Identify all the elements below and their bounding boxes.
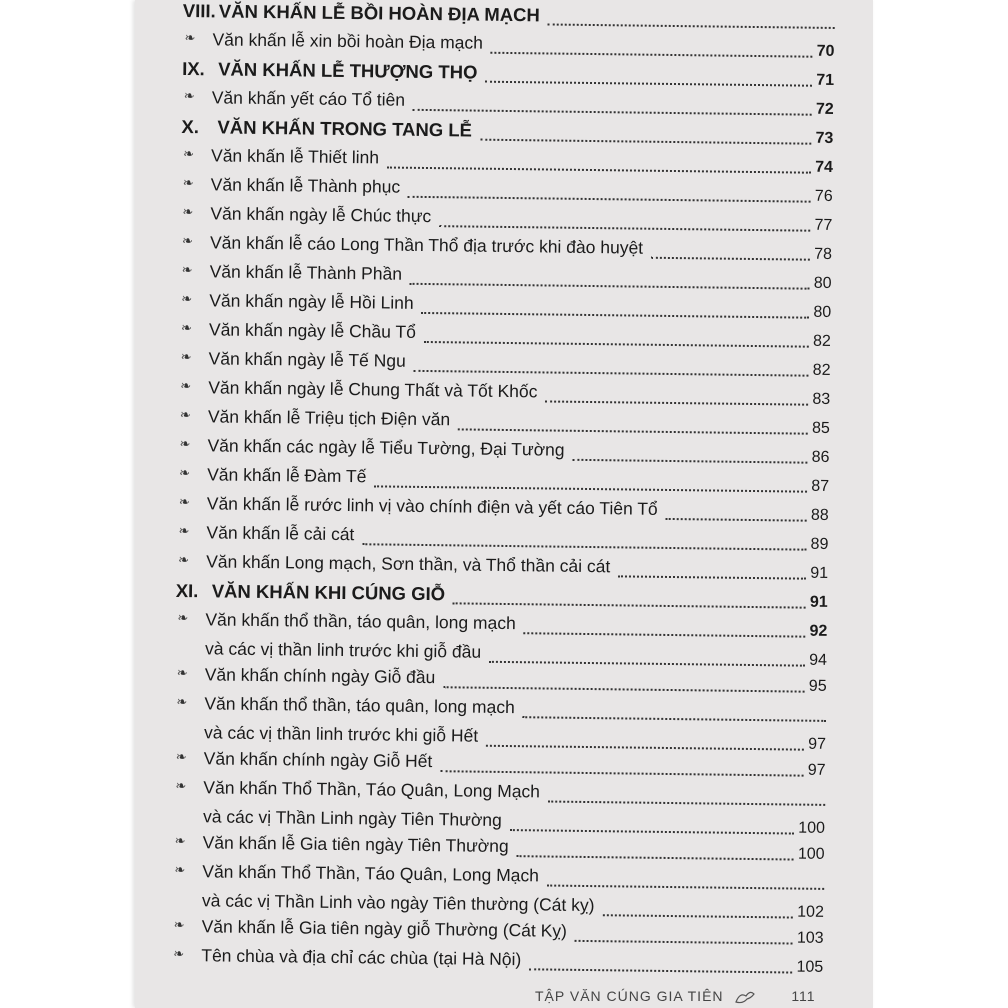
leaf-bullet-icon: ❧ bbox=[182, 204, 194, 220]
page-ref: 105 bbox=[796, 958, 824, 976]
dot-leader bbox=[548, 797, 825, 806]
section-roman-numeral: X. bbox=[181, 115, 200, 138]
dragon-logo-icon bbox=[734, 988, 756, 1006]
entry-title: Văn khấn lễ Thiết linh bbox=[210, 145, 380, 168]
dot-leader bbox=[413, 105, 812, 116]
entry-title: Văn khấn ngày lễ Chầu Tổ bbox=[208, 319, 417, 342]
page-ref: 82 bbox=[812, 332, 831, 350]
leaf-bullet-icon: ❧ bbox=[178, 493, 190, 510]
dot-leader bbox=[408, 192, 811, 203]
dot-leader bbox=[547, 881, 824, 890]
page-ref: 91 bbox=[810, 564, 829, 582]
leaf-bullet-icon: ❧ bbox=[184, 30, 196, 46]
dot-leader bbox=[362, 539, 806, 550]
page-ref: 103 bbox=[796, 929, 824, 947]
page-ref: 80 bbox=[813, 303, 832, 321]
page-ref: 74 bbox=[815, 158, 834, 176]
entry-title: Văn khấn yết cáo Tổ tiên bbox=[211, 87, 406, 110]
dot-leader bbox=[374, 481, 807, 492]
leaf-bullet-icon: ❧ bbox=[178, 522, 190, 539]
entry-title: và các vị thần linh trước khi giỗ đầu bbox=[204, 638, 482, 662]
leaf-bullet-icon: ❧ bbox=[181, 233, 194, 249]
page-ref: 85 bbox=[811, 419, 830, 437]
dot-leader bbox=[489, 657, 805, 667]
footer-title: TẬP VĂN CÚNG GIA TIÊN bbox=[535, 988, 724, 1004]
entry-title: Văn khấn lễ Triệu tịch Điện văn bbox=[207, 406, 451, 430]
entry-title: Văn khấn ngày lễ Chúc thực bbox=[210, 203, 432, 227]
entry-title: Văn khấn lễ rước linh vị vào chính điện và yết cáo Tiên Tổ bbox=[206, 493, 658, 519]
dot-leader bbox=[490, 48, 812, 58]
entry-title: và các vị Thần Linh ngày Tiên Thường bbox=[202, 806, 502, 830]
page-ref: 91 bbox=[809, 593, 828, 611]
leaf-bullet-icon: ❧ bbox=[173, 916, 185, 933]
page-ref: 97 bbox=[808, 735, 827, 753]
page-ref: 72 bbox=[815, 100, 834, 118]
leaf-bullet-icon: ❧ bbox=[179, 464, 191, 481]
leaf-bullet-icon: ❧ bbox=[176, 664, 188, 681]
page-ref: 80 bbox=[813, 274, 832, 292]
entry-title: Văn khấn Long mạch, Sơn thần, và Thổ thần cải cát bbox=[206, 551, 611, 577]
entry-title: Tên chùa và địa chỉ các chùa (tại Hà Nội) bbox=[201, 945, 522, 970]
dot-leader bbox=[651, 253, 810, 261]
entry-title: Văn khấn lễ Đàm Tế bbox=[207, 464, 367, 487]
page-ref: 77 bbox=[814, 216, 833, 234]
page-footer bbox=[535, 988, 816, 1006]
leaf-bullet-icon: ❧ bbox=[175, 777, 187, 794]
page-ref: 78 bbox=[814, 245, 833, 263]
dot-leader bbox=[387, 163, 811, 174]
entry-title: Văn khấn chính ngày Giỗ Hết bbox=[203, 748, 433, 772]
page-ref: 88 bbox=[810, 506, 829, 524]
entry-title: Văn khấn lễ Thành Phần bbox=[209, 261, 403, 284]
leaf-bullet-icon: ❧ bbox=[182, 175, 194, 191]
dot-leader bbox=[575, 936, 793, 945]
entry-title: Văn khấn thổ thần, táo quân, long mạch bbox=[205, 609, 516, 634]
entry-title: và các vị thần linh trước khi giỗ Hết bbox=[203, 722, 479, 746]
leaf-bullet-icon: ❧ bbox=[181, 291, 193, 307]
dot-leader bbox=[410, 279, 810, 290]
page-ref: 100 bbox=[798, 819, 826, 837]
page-ref: 70 bbox=[816, 42, 835, 60]
entry-title: Văn khấn chính ngày Giỗ đầu bbox=[204, 664, 436, 688]
leaf-bullet-icon: ❧ bbox=[180, 377, 192, 394]
entry-title: Văn khấn Thổ Thần, Táo Quân, Long Mạch bbox=[202, 861, 540, 886]
entry-title: Văn khấn lễ cải cát bbox=[206, 522, 355, 545]
section-title: VĂN KHẤN LỄ THƯỢNG THỌ bbox=[218, 58, 478, 83]
section-title: VĂN KHẤN LỄ BỒI HOÀN ĐỊA MẠCH bbox=[218, 0, 540, 26]
page-ref: 94 bbox=[809, 651, 828, 669]
dot-leader bbox=[529, 964, 792, 973]
table-of-contents bbox=[171, 0, 835, 982]
leaf-bullet-icon: ❧ bbox=[174, 832, 186, 849]
dot-leader bbox=[572, 455, 807, 464]
page-ref: 89 bbox=[810, 535, 829, 553]
section-roman-numeral: VIII. bbox=[182, 0, 216, 22]
leaf-bullet-icon: ❧ bbox=[179, 435, 191, 452]
dot-leader bbox=[486, 741, 804, 751]
page-ref: 73 bbox=[815, 129, 834, 147]
dot-leader bbox=[523, 628, 805, 637]
leaf-bullet-icon: ❧ bbox=[175, 748, 187, 765]
entry-title: Văn khấn lễ Thành phục bbox=[210, 174, 401, 197]
entry-title: và các vị Thần Linh vào ngày Tiên thường (Cát kỵ) bbox=[201, 890, 595, 916]
section-title: VĂN KHẤN TRONG TANG LỄ bbox=[217, 116, 473, 141]
entry-title: Văn khấn Thổ Thần, Táo Quân, Long Mạch bbox=[203, 777, 541, 802]
dot-leader bbox=[510, 825, 794, 834]
dot-leader bbox=[666, 514, 807, 522]
leaf-bullet-icon: ❧ bbox=[180, 320, 192, 336]
dot-leader bbox=[453, 598, 806, 608]
page-number: 111 bbox=[791, 988, 816, 1004]
dot-leader bbox=[413, 366, 808, 377]
page-ref: 82 bbox=[812, 361, 831, 379]
page-ref: 97 bbox=[807, 761, 826, 779]
entry-title: Văn khấn ngày lễ Chung Thất và Tốt Khốc bbox=[208, 377, 538, 402]
dot-leader bbox=[485, 77, 812, 87]
entry-title: Văn khấn lễ Gia tiên ngày giỗ Thường (Cát Kỵ) bbox=[201, 916, 568, 941]
dot-leader bbox=[618, 571, 806, 579]
section-roman-numeral: IX. bbox=[182, 57, 205, 80]
entry-title: Văn khấn ngày lễ Hồi Linh bbox=[209, 290, 414, 313]
leaf-bullet-icon: ❧ bbox=[183, 88, 195, 104]
dot-leader bbox=[458, 424, 808, 434]
dot-leader bbox=[424, 337, 809, 348]
page-ref: 76 bbox=[814, 187, 833, 205]
page-ref: 86 bbox=[811, 448, 830, 466]
leaf-bullet-icon: ❧ bbox=[181, 262, 193, 278]
dot-leader bbox=[444, 682, 805, 692]
dot-leader bbox=[441, 766, 804, 776]
page-ref: 102 bbox=[797, 903, 825, 921]
dot-leader bbox=[421, 308, 809, 319]
dot-leader bbox=[522, 712, 826, 722]
leaf-bullet-icon: ❧ bbox=[174, 861, 186, 878]
dot-leader bbox=[603, 910, 793, 918]
entry-title: Văn khấn lễ cáo Long Thần Thổ địa trước khi đào huyệt bbox=[209, 232, 644, 258]
dot-leader bbox=[517, 851, 794, 860]
dot-leader bbox=[480, 135, 811, 145]
dot-leader bbox=[548, 19, 835, 29]
page-ref: 95 bbox=[808, 677, 827, 695]
entry-title: Văn khấn lễ Gia tiên ngày Tiên Thường bbox=[202, 832, 509, 857]
page-ref: 87 bbox=[811, 477, 830, 495]
leaf-bullet-icon: ❧ bbox=[176, 693, 188, 710]
page-ref: 92 bbox=[809, 622, 828, 640]
page-ref: 83 bbox=[812, 390, 831, 408]
entry-title: Văn khấn lễ xin bồi hoàn Địa mạch bbox=[212, 29, 484, 53]
leaf-bullet-icon: ❧ bbox=[183, 146, 195, 162]
section-title: VĂN KHẤN KHI CÚNG GIỖ bbox=[211, 580, 446, 605]
leaf-bullet-icon: ❧ bbox=[178, 551, 190, 568]
entry-title: Văn khấn ngày lễ Tế Ngu bbox=[208, 348, 406, 371]
entry-title: Văn khấn thổ thần, táo quân, long mạch bbox=[204, 693, 515, 718]
leaf-bullet-icon: ❧ bbox=[180, 348, 192, 365]
entry-title: Văn khấn các ngày lễ Tiểu Tường, Đại Tường bbox=[207, 435, 565, 460]
leaf-bullet-icon: ❧ bbox=[177, 609, 189, 626]
leaf-bullet-icon: ❧ bbox=[173, 945, 185, 962]
dot-leader bbox=[545, 396, 808, 405]
section-roman-numeral: XI. bbox=[175, 579, 199, 602]
page-ref: 71 bbox=[816, 71, 835, 89]
book-page bbox=[135, 0, 873, 1008]
page-ref: 100 bbox=[797, 845, 825, 863]
dot-leader bbox=[439, 221, 810, 232]
leaf-bullet-icon: ❧ bbox=[179, 406, 191, 423]
